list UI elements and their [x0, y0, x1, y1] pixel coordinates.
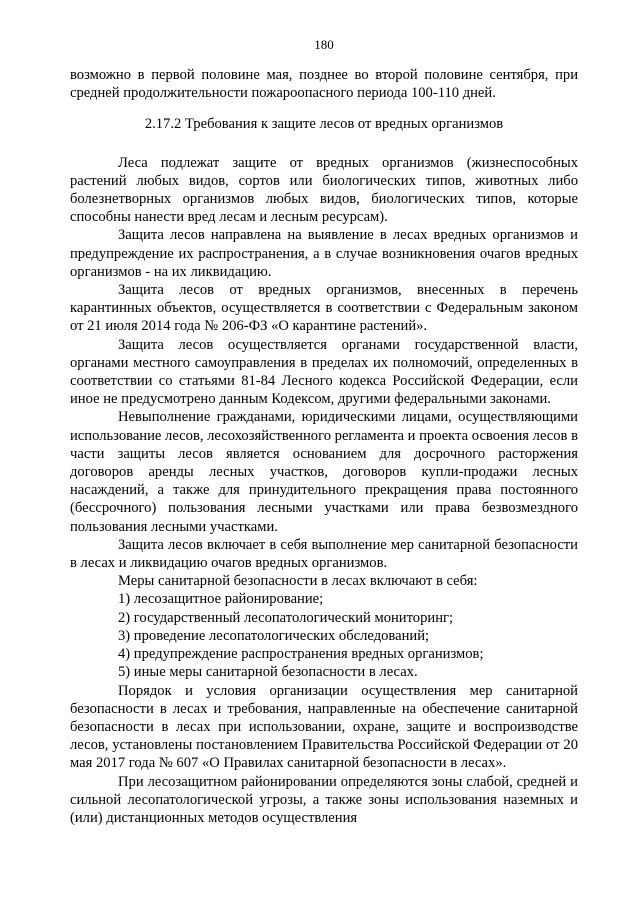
- measures-list: [70, 590, 578, 681]
- document-page: [70, 36, 578, 827]
- list-item: 3) проведение лесопатологических обследований;: [118, 627, 430, 644]
- paragraph: Порядок и условия организации осуществления мер санитарной безопасности в лесах и требования, направленные на обеспечение санитарной безопасности в лесах при использовании, охране, защите и воспроизводстве лесов, установлены постановлением Правительства Российской Федерации от 20 мая 2017 года № 607 «О Правилах санитарной безопасности в лесах».: [70, 682, 578, 772]
- section-heading: 2.17.2 Требования к защите лесов от вредных организмов: [144, 116, 504, 133]
- list-item: 5) иные меры санитарной безопасности в лесах.: [118, 664, 418, 681]
- paragraph: Защита лесов включает в себя выполнение мер санитарной безопасности в лесах и ликвидацию очагов вредных организмов.: [70, 536, 578, 572]
- intro-paragraph: возможно в первой половине мая, позднее во второй половине сентября, при средней продолжительности пожароопасного периода 100-110 дней.: [70, 67, 578, 102]
- measures-intro: Меры санитарной безопасности в лесах включают в себя:: [118, 573, 478, 590]
- paragraph: Леса подлежат защите от вредных организмов (жизнеспособных растений любых видов, сортов или биологических типов, животных либо болезнетворных организмов любых видов, биологических типов, которые способны нанести вред лесам и лесным ресурсам).: [70, 154, 578, 226]
- paragraph: Невыполнение гражданами, юридическими лицами, осуществляющими использование лесов, лесохозяйственного регламента и проекта освоения лесов в части защиты лесов является основанием для досрочного расторжения договоров аренды лесных участков, договоров купли-продажи лесных насаждений, а также для принудительного прекращения права постоянного (бессрочного) пользования лесными участками или права безвозмездного пользования лесными участками.: [70, 409, 578, 535]
- paragraph: Защита лесов от вредных организмов, внесенных в перечень карантинных объектов, осуществляется в соответствии с Федеральным законом от 21 июля 2014 года № 206-ФЗ «О карантине растений».: [70, 282, 578, 335]
- paragraph: При лесозащитном районировании определяются зоны слабой, средней и сильной лесопатологической угрозы, а также зоны использования наземных и (или) дистанционных методов осуществления: [70, 773, 578, 826]
- list-item: 4) предупреждение распространения вредных организмов;: [118, 646, 484, 663]
- paragraph: Защита лесов осуществляется органами государственной власти, органами местного самоуправления в пределах их полномочий, определенных в соответствии со статьями 81-84 Лесного кодекса Российской Федерации, если иное не предусмотрено данным Кодексом, другими федеральными законами.: [70, 336, 578, 408]
- list-item: 2) государственный лесопатологический мониторинг;: [118, 609, 454, 626]
- paragraph: Защита лесов направлена на выявление в лесах вредных организмов и предупреждение их распространения, а в случае возникновения очагов вредных организмов - на их ликвидацию.: [70, 227, 578, 280]
- page-number: 180: [314, 37, 334, 52]
- list-item: 1) лесозащитное районирование;: [118, 591, 324, 608]
